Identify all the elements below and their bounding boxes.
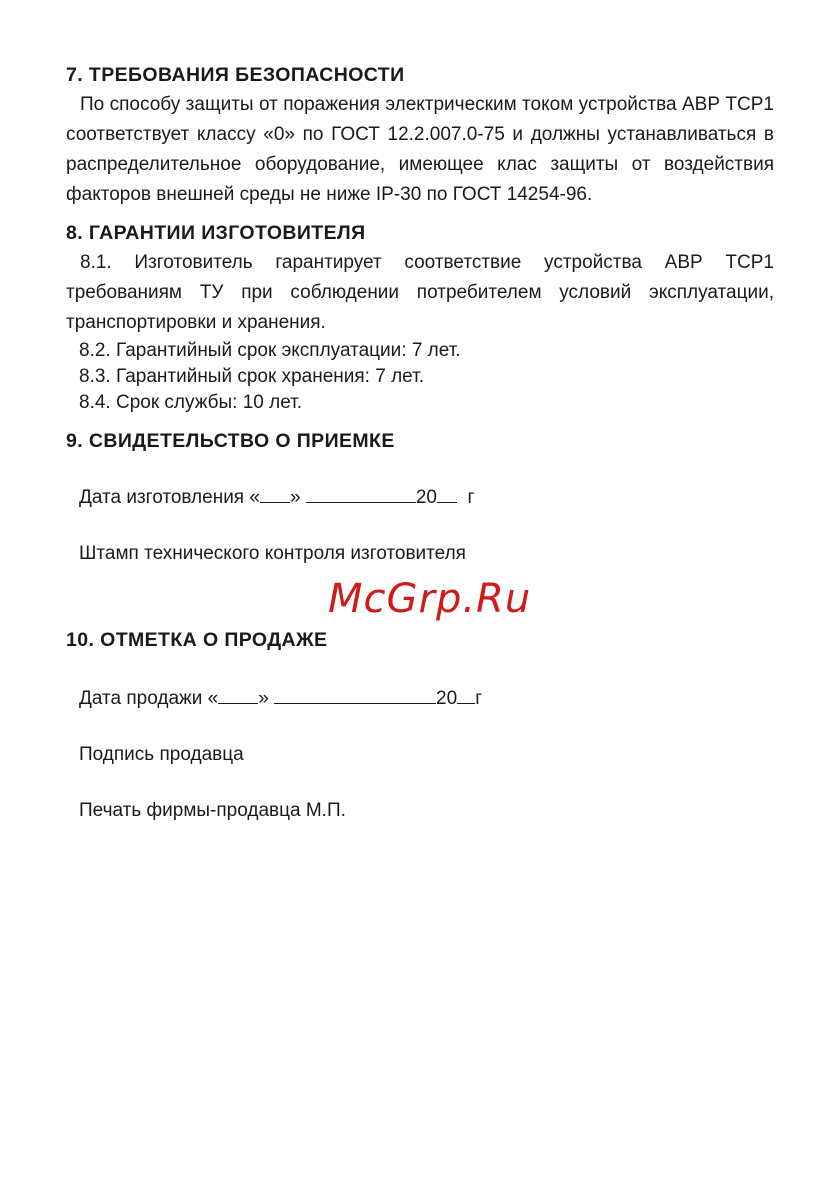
manufacture-year-suffix: г	[467, 487, 475, 508]
section-8-item-1	[66, 248, 774, 338]
section-8-item-3: 8.3. Гарантийный срок хранения: 7 лет.	[79, 366, 424, 387]
watermark-logo: McGrp.Ru	[328, 576, 532, 622]
section-7-text: По способу защиты от поражения электрическим током устройства АВР ТСР1 соответствует классу «0» по ГОСТ 12.2.007.0-75 и должны устанавливаться в распределительное оборудование, имеющее клас защиты от воздействия факторов внешней среды не ниже IP-30 по ГОСТ 14254-96.	[66, 94, 774, 205]
document-page	[66, 60, 774, 824]
section-8-item-1-text: 8.1. Изготовитель гарантирует соответствие устройства АВР ТСР1 требованиям ТУ при соблюдении потребителем условий эксплуатации, транспортировки и хранения.	[66, 252, 774, 333]
sale-date-line	[66, 685, 774, 712]
sale-day-field[interactable]	[218, 685, 258, 704]
sale-date-label: Дата продажи «	[79, 688, 219, 709]
sale-year-prefix: 20	[436, 688, 458, 709]
section-8-item-2: 8.2. Гарантийный срок эксплуатации: 7 лет.	[79, 340, 461, 361]
sale-date-close: »	[258, 688, 269, 709]
manufacture-date-label: Дата изготовления «	[79, 487, 260, 508]
seller-signature-line: Подпись продавца	[79, 744, 244, 765]
section-8-item-4: 8.4. Срок службы: 10 лет.	[79, 392, 303, 413]
section-8-title: 8. ГАРАНТИИ ИЗГОТОВИТЕЛЯ	[66, 222, 366, 244]
section-10-title: 10. ОТМЕТКА О ПРОДАЖЕ	[66, 629, 328, 651]
section-7-title: 7. ТРЕБОВАНИЯ БЕЗОПАСНОСТИ	[66, 64, 405, 86]
section-9-title: 9. СВИДЕТЕЛЬСТВО О ПРИЕМКЕ	[66, 430, 395, 452]
seller-seal-line: Печать фирмы-продавца М.П.	[79, 800, 346, 821]
sale-year-suffix: г	[475, 688, 483, 709]
manufacture-day-field[interactable]	[260, 484, 290, 503]
sale-year-field[interactable]	[457, 685, 475, 704]
manufacture-month-field[interactable]	[306, 484, 416, 503]
manufacture-year-prefix: 20	[415, 487, 437, 508]
manufacture-year-field[interactable]	[437, 484, 457, 503]
manufacture-date-close: »	[289, 487, 301, 508]
section-7-body	[66, 90, 774, 210]
sale-month-field[interactable]	[274, 685, 436, 704]
stamp-line: Штамп технического контроля изготовителя	[79, 543, 466, 564]
manufacture-date-line	[66, 484, 774, 511]
